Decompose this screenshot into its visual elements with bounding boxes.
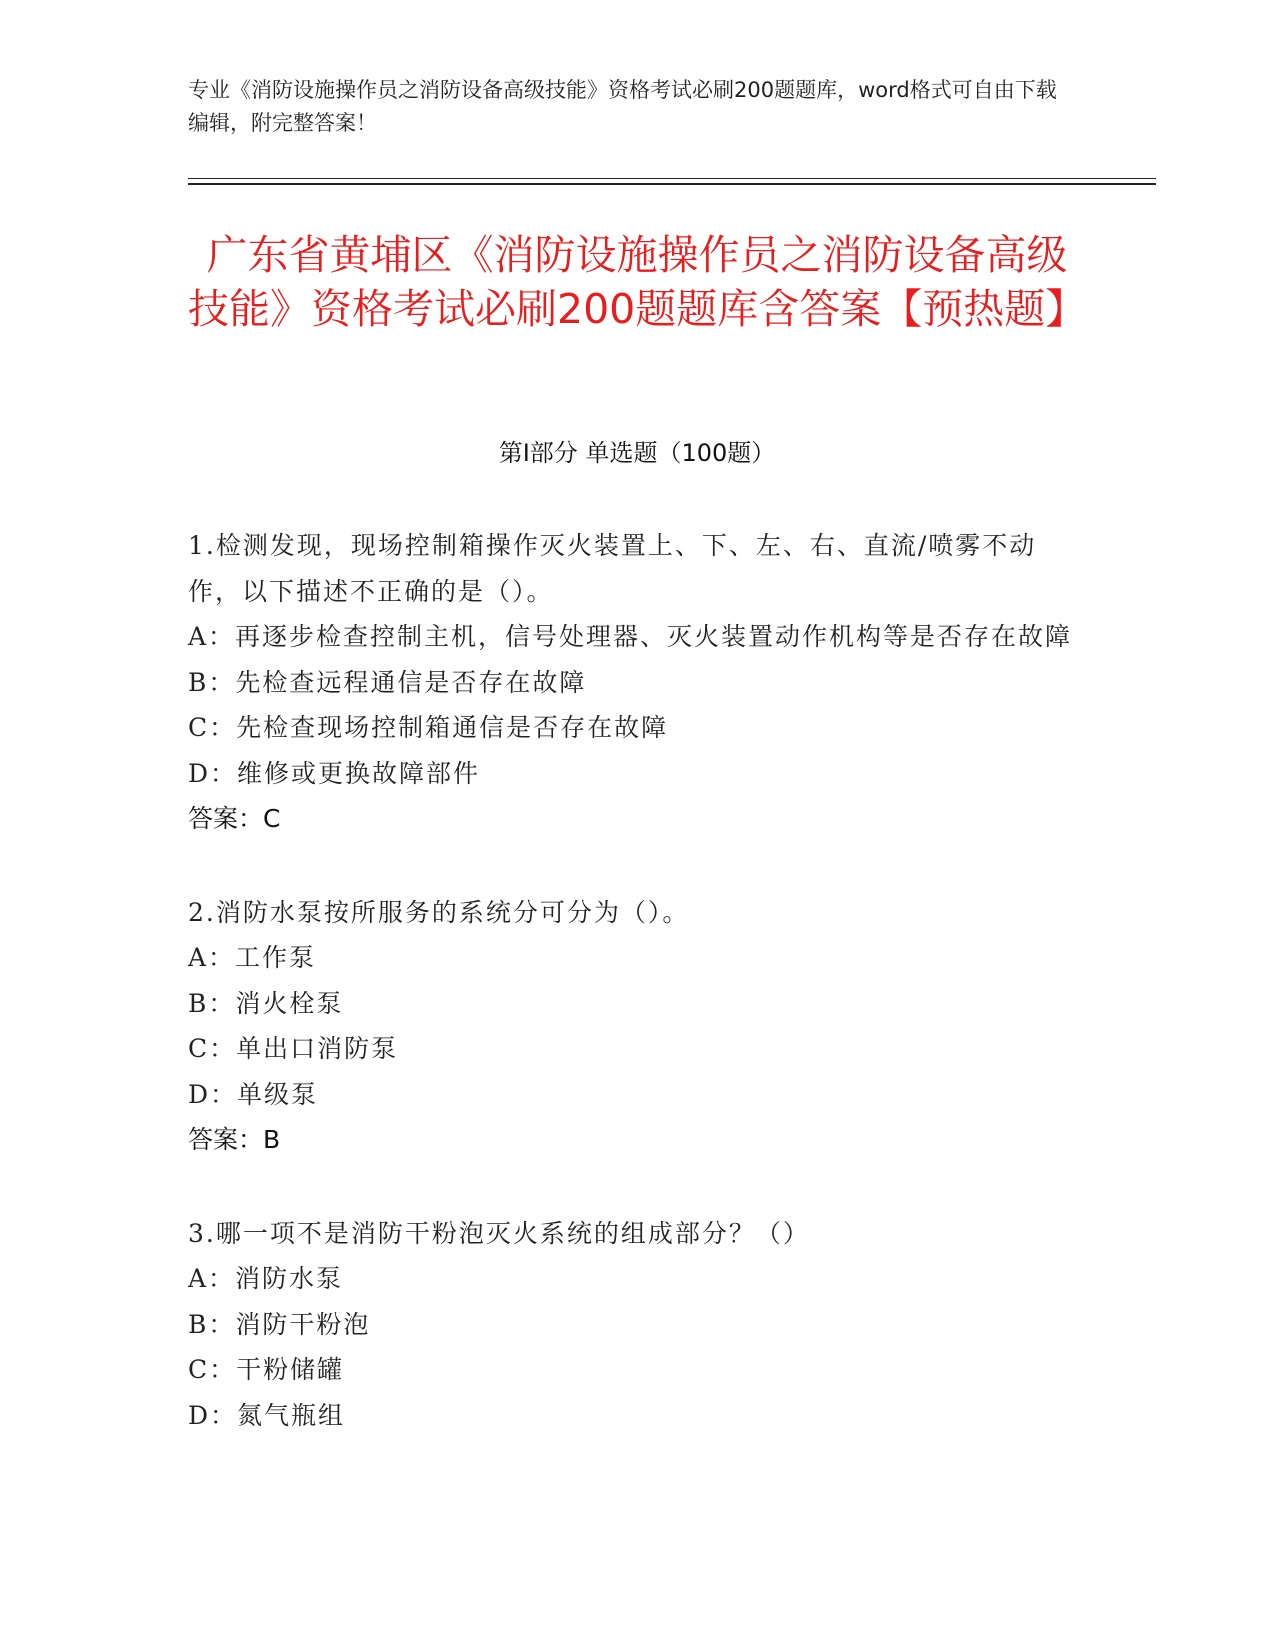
question-stem: 2.消防水泵按所服务的系统分可分为（）。 xyxy=(188,897,690,927)
option-d: D：维修或更换故障部件 xyxy=(188,758,481,788)
question-1 xyxy=(188,523,1083,842)
option-c: C：干粉储罐 xyxy=(188,1355,345,1384)
answer: 答案：C xyxy=(188,804,281,833)
header-divider-thick xyxy=(188,183,1156,185)
question-3 xyxy=(188,1211,1083,1439)
question-stem: 3.哪一项不是消防干粉泡灭火系统的组成部分？（） xyxy=(188,1218,810,1248)
option-d: D：氮气瓶组 xyxy=(188,1400,346,1430)
option-b: B：消防干粉泡 xyxy=(188,1309,371,1339)
header-note: 专业《消防设施操作员之消防设备高级技能》资格考试必刷200题题库，word格式可自由下载编辑，附完整答案！ xyxy=(188,78,1057,135)
section-heading: 第Ⅰ部分 单选题（100题） xyxy=(498,439,776,467)
option-b: B：消火栓泵 xyxy=(188,988,344,1018)
option-a: A：工作泵 xyxy=(188,943,317,972)
answer: 答案：B xyxy=(188,1125,281,1154)
document-title: 广东省黄埔区《消防设施操作员之消防设备高级技能》资格考试必刷200题题库含答案【预热题】 xyxy=(188,231,1087,333)
option-b: B：先检查远程通信是否存在故障 xyxy=(188,667,587,697)
option-d: D：单级泵 xyxy=(188,1079,319,1109)
question-list xyxy=(188,523,1083,1486)
option-c: C：单出口消防泵 xyxy=(188,1034,399,1063)
option-a: A：消防水泵 xyxy=(188,1264,344,1293)
option-a: A：再逐步检查控制主机，信号处理器、灭火装置动作机构等是否存在故障 xyxy=(188,622,1073,651)
option-c: C：先检查现场控制箱通信是否存在故障 xyxy=(188,713,669,742)
question-stem: 1.检测发现，现场控制箱操作灭火装置上、下、左、右、直流/喷雾不动作，以下描述不正确的是（）。 xyxy=(188,531,1037,606)
question-2 xyxy=(188,890,1083,1163)
header-divider-thin xyxy=(188,178,1156,179)
